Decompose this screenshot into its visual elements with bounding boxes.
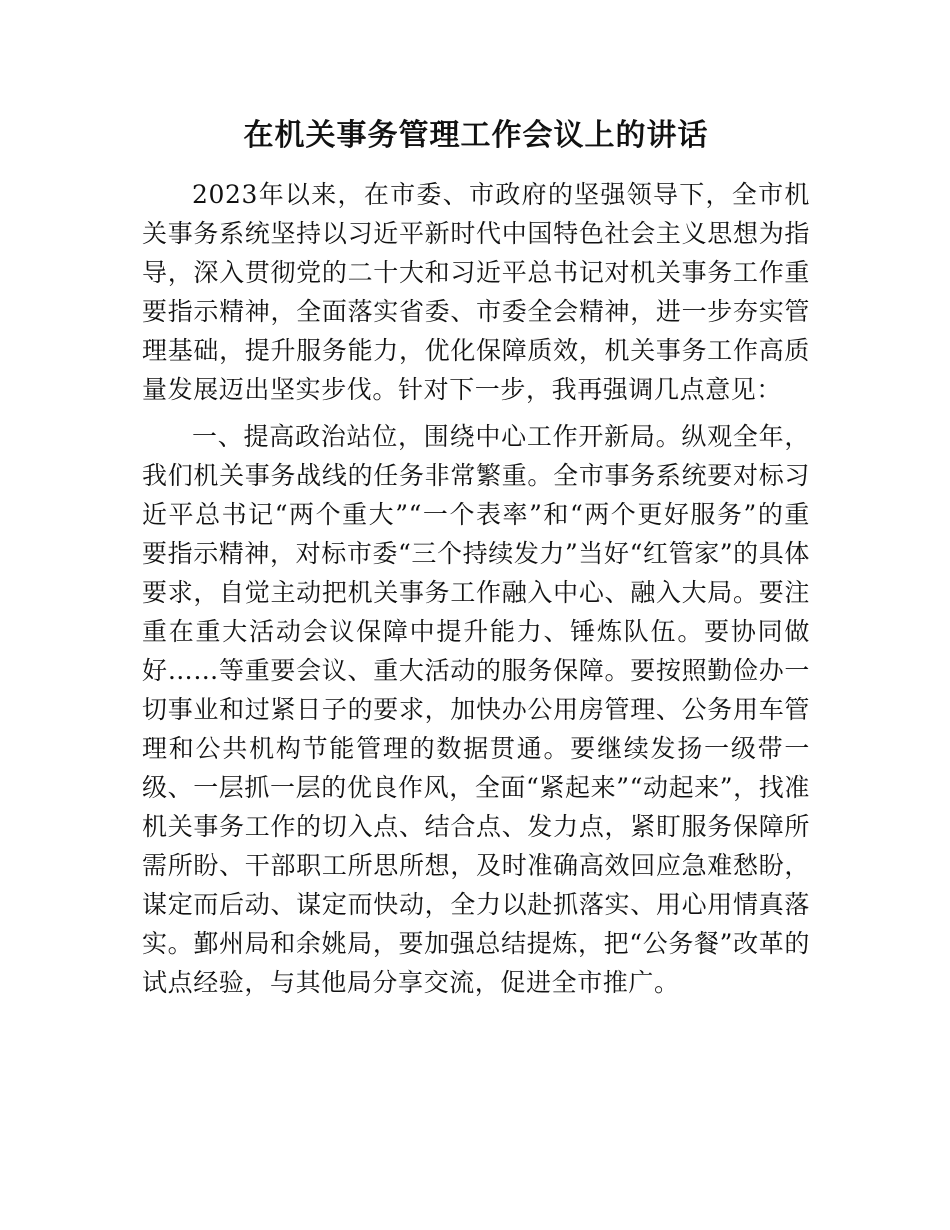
document-title: 在机关事务管理工作会议上的讲话 [243,118,709,153]
body-paragraph-intro: 2023年以来，在市委、市政府的坚强领导下，全市机关事务系统坚持以习近平新时代中国特色社会主义思想为指导，深入贯彻党的二十大和习近平总书记对机关事务工作重要指示精神，全面落实省委、市委全会精神，进一步夯实管理基础，提升服务能力，优化保障质效，机关事务工作高质量发展迈出坚实步伐。针对下一步，我再强调几点意见： [142,180,810,404]
body-paragraph-section-one: 一、提高政治站位，围绕中心工作开新局。纵观全年，我们机关事务战线的任务非常繁重。全市事务系统要对标习近平总书记“两个重大”“一个表率”和“两个更好服务”的重要指示精神，对标市委“三个持续发力”当好“红管家”的具体要求，自觉主动把机关事务工作融入中心、融入大局。要注重在重大活动会议保障中提升能力、锤炼队伍。要协同做好……等重要会议、重大活动的服务保障。要按照勤俭办一切事业和过紧日子的要求，加快办公用房管理、公务用车管理和公共机构节能管理的数据贯通。要继续发扬一级带一级、一层抓一层的优良作风，全面“紧起来”“动起来”，找准机关事务工作的切入点、结合点、发力点，紧盯服务保障所需所盼、干部职工所思所想，及时准确高效回应急难愁盼，谋定而后动、谋定而快动，全力以赴抓落实、用心用情真落实。鄞州局和余姚局，要加强总结提炼，把“公务餐”改革的试点经验，与其他局分享交流，促进全市推广。 [142,422,810,997]
